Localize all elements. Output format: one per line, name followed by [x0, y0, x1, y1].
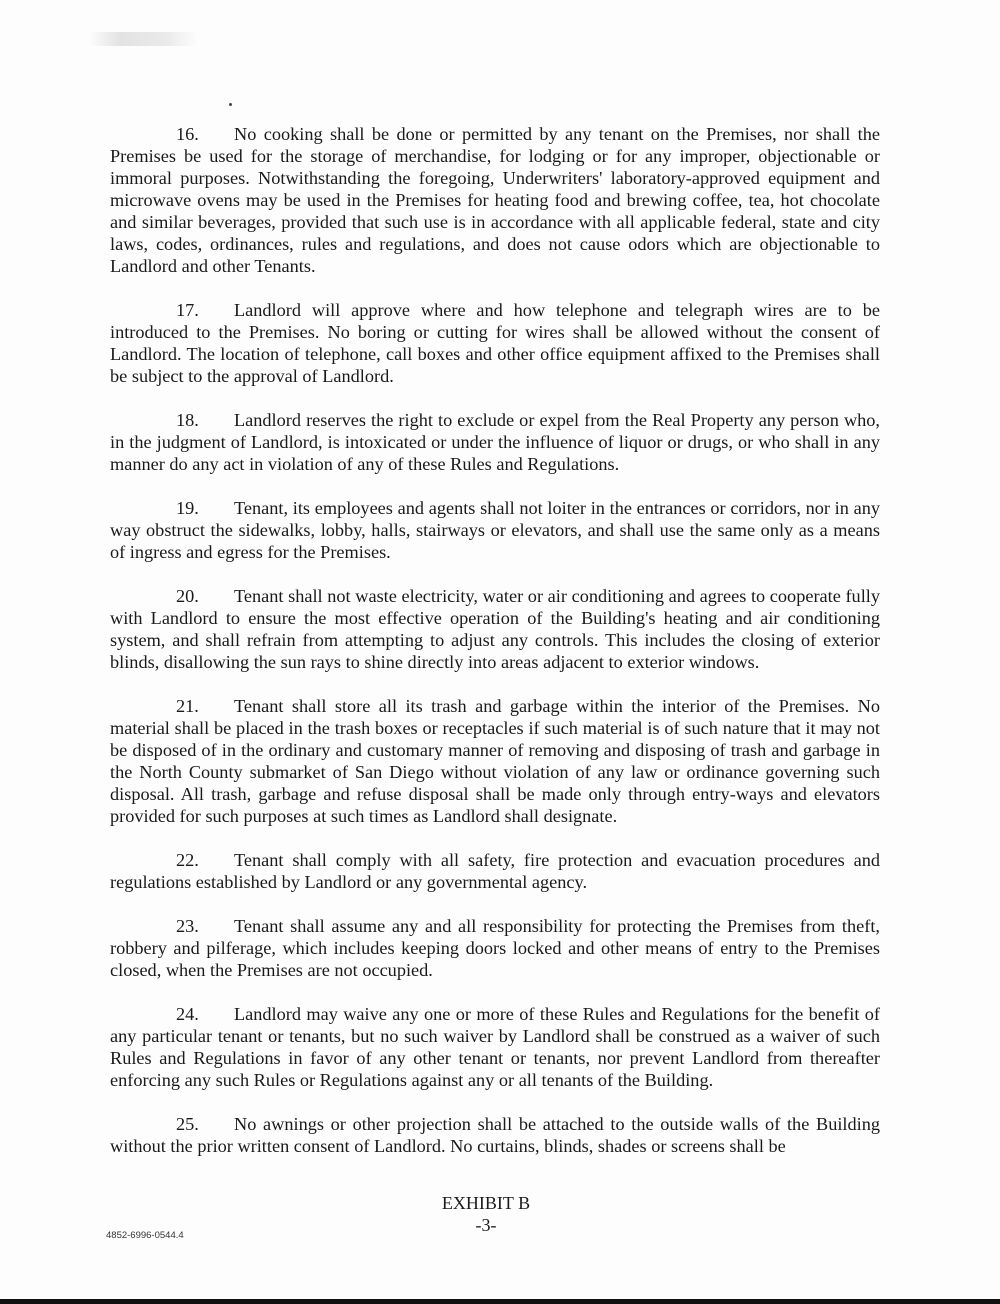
paragraph-text: Tenant shall store all its trash and garbage within the interior of the Premises. No material shall be placed in the trash boxes or receptacles if such material is of such nature that it may not be disposed of in the ordinary and customary manner of removing and disposing of trash and garbage in the North County submarket of San Diego without violation of any law or ordinance governing such disposal. All trash, garbage and refuse disposal shall be made only through entry-ways and elevators provided for such purposes at such times as Landlord shall designate. [110, 696, 880, 826]
paragraph-number: 18. [176, 410, 199, 430]
paragraph-21 [110, 695, 880, 827]
paragraph-number: 21. [176, 696, 199, 716]
paragraph-number: 24. [176, 1004, 199, 1024]
paragraph-16 [110, 123, 880, 277]
paragraph-number: 20. [176, 586, 199, 606]
document-id: 4852-6996-0544.4 [106, 1230, 184, 1241]
paragraph-25 [110, 1113, 880, 1157]
scan-bottom-edge [0, 1299, 1000, 1304]
paragraph-text: Landlord reserves the right to exclude or expel from the Real Property any person who, in the judgment of Landlord, is intoxicated or under the influence of liquor or drugs, or who shall in any manner do any act in violation of any of these Rules and Regulations. [110, 410, 880, 474]
paragraph-text: Landlord will approve where and how telephone and telegraph wires are to be introduced to the Premises. No boring or cutting for wires shall be allowed without the consent of Landlord. The location of telephone, call boxes and other office equipment affixed to the Premises shall be subject to the approval of Landlord. [110, 300, 880, 386]
paragraph-number: 23. [176, 916, 199, 936]
scan-dot [229, 103, 232, 106]
paragraph-number: 22. [176, 850, 199, 870]
paragraph-text: No awnings or other projection shall be attached to the outside walls of the Building without the prior written consent of Landlord. No curtains, blinds, shades or screens shall be [110, 1114, 880, 1156]
page-number: -3- [475, 1215, 497, 1235]
paragraph-number: 25. [176, 1114, 199, 1134]
paragraph-number: 17. [176, 300, 199, 320]
document-body [110, 123, 880, 1179]
paragraph-24 [110, 1003, 880, 1091]
paragraph-text: No cooking shall be done or permitted by any tenant on the Premises, nor shall the Premises be used for the storage of merchandise, for lodging or for any improper, objectionable or immoral purposes. Notwithstanding the foregoing, Underwriters' laboratory-approved equipment and microwave ovens may be used in the Premises for heating food and brewing coffee, tea, hot chocolate and similar beverages, provided that such use is in accordance with all applicable federal, state and city laws, codes, ordinances, rules and regulations, and does not cause odors which are objectionable to Landlord and other Tenants. [110, 124, 880, 276]
paragraph-text: Tenant, its employees and agents shall not loiter in the entrances or corridors, nor in any way obstruct the sidewalks, lobby, halls, stairways or elevators, and shall use the same only as a means of ingress and egress for the Premises. [110, 498, 880, 562]
paragraph-number: 19. [176, 498, 199, 518]
paragraph-22 [110, 849, 880, 893]
paragraph-19 [110, 497, 880, 563]
paragraph-text: Tenant shall not waste electricity, water or air conditioning and agrees to cooperate fully with Landlord to ensure the most effective operation of the Building's heating and air conditioning system, and shall refrain from attempting to adjust any controls. This includes the closing of exterior blinds, disallowing the sun rays to shine directly into areas adjacent to exterior windows. [110, 586, 880, 672]
paragraph-text: Tenant shall comply with all safety, fire protection and evacuation procedures and regulations established by Landlord or any governmental agency. [110, 850, 880, 892]
paragraph-20 [110, 585, 880, 673]
paragraph-number: 16. [176, 124, 199, 144]
exhibit-label: EXHIBIT B [441, 1193, 531, 1213]
paragraph-18 [110, 409, 880, 475]
paragraph-text: Tenant shall assume any and all responsibility for protecting the Premises from theft, robbery and pilferage, which includes keeping doors locked and other means of entry to the Premises closed, when the Premises are not occupied. [110, 916, 880, 980]
paragraph-17 [110, 299, 880, 387]
paragraph-23 [110, 915, 880, 981]
paragraph-text: Landlord may waive any one or more of these Rules and Regulations for the benefit of any particular tenant or tenants, but no such waiver by Landlord shall be construed as a waiver of such Rules and Regulations in favor of any other tenant or tenants, nor prevent Landlord from thereafter enforcing any such Rules or Regulations against any or all tenants of the Building. [110, 1004, 880, 1090]
scan-smudge [88, 32, 198, 46]
